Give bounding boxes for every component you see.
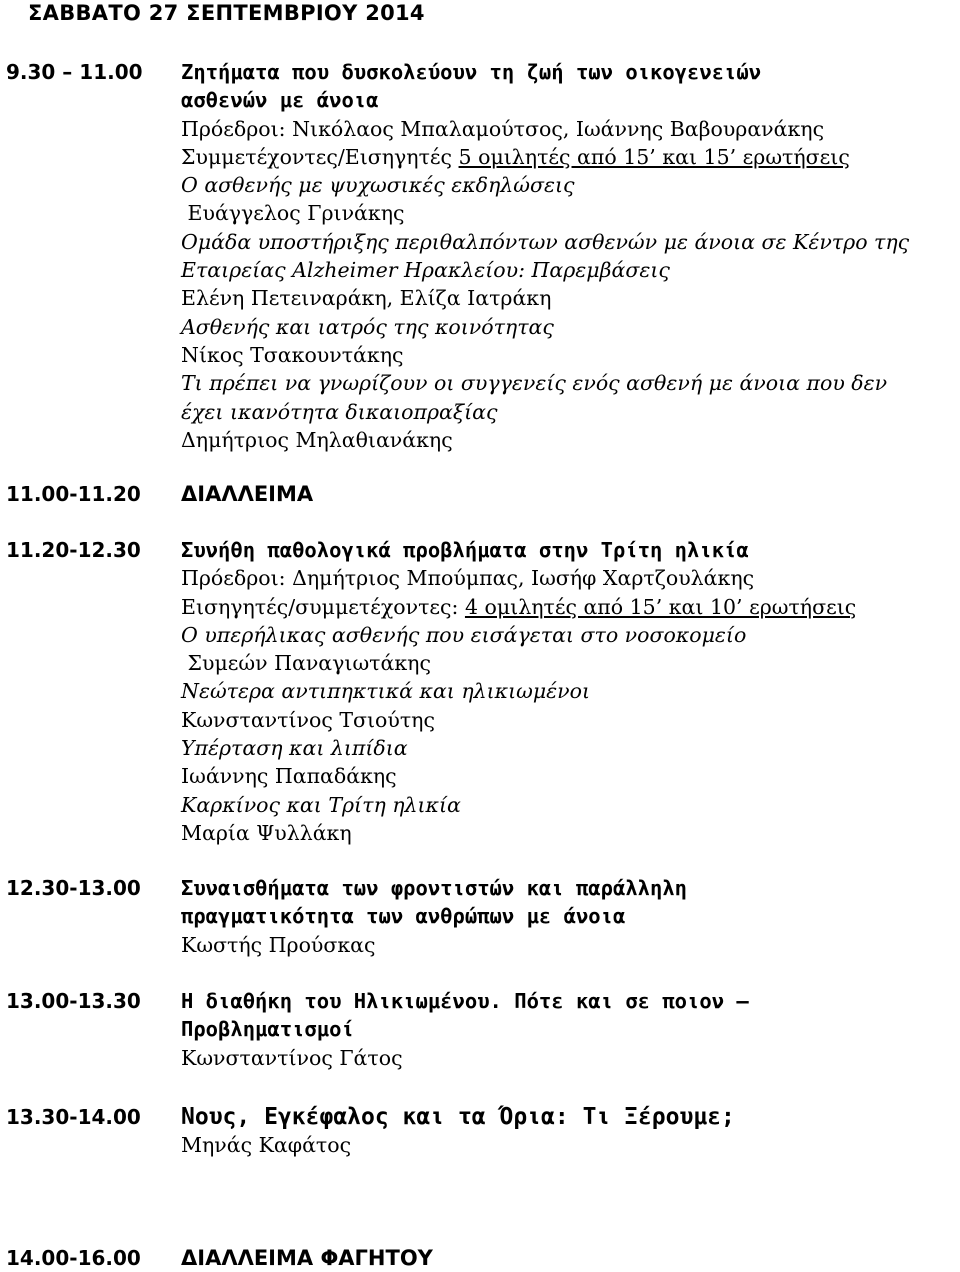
session-time: 11.00-11.20 (6, 482, 141, 506)
talk-speaker: Κωστής Προύσκας (181, 932, 376, 957)
talk-speaker: Μαρία Ψυλλάκη (181, 820, 352, 845)
talk-title: Εταιρείας Alzheimer Ηρακλείου: Παρεμβάσεις (181, 258, 670, 283)
break-title: ΔΙΑΛΛΕΙΜΑ (181, 482, 314, 506)
session-title: Συνήθη παθολογικά προβλήματα στην Τρίτη ηλικία (181, 538, 749, 562)
session-title: Η διαθήκη του Ηλικιωμένου. Πότε και σε ποιον – (181, 989, 749, 1013)
break-title: ΔΙΑΛΛΕΙΜΑ ΦΑΓΗΤΟΥ (181, 1246, 433, 1270)
session-content (181, 480, 960, 508)
participants-format: 5 ομιλητές από 15’ και 15’ ερωτήσεις (458, 144, 850, 169)
session-chairs: Πρόεδροι: Δημήτριος Μπούμπας, Ιωσήφ Χαρτζουλάκης (181, 566, 755, 591)
talk-title: Τι πρέπει να γνωρίζουν οι συγγενείς ενός ασθενή με άνοια που δεν (181, 371, 888, 396)
speaker-name: Ευάγγελος Γρινάκης (187, 201, 405, 226)
talk-title: Ασθενής και ιατρός της κοινότητας (181, 314, 554, 339)
talk-speaker: Δημήτριος Μηλαθιανάκης (181, 427, 453, 452)
session-title: Ζητήματα που δυσκολεύουν τη ζωή των οικογενειών (181, 60, 762, 84)
talk-title: Υπέρταση και λιπίδια (181, 736, 408, 761)
page-date-heading: ΣΑΒΒΑΤΟ 27 ΣΕΠΤΕΜΒΡΙΟΥ 2014 (28, 1, 425, 25)
talk-speaker: Κωνσταντίνος Τσιούτης (181, 707, 435, 732)
session-title: ασθενών με άνοια (181, 88, 379, 113)
talk-speaker (181, 649, 960, 677)
talk-speaker (181, 199, 960, 227)
session-title: Νους, Εγκέφαλος και τα Όρια: Τι Ξέρουμε; (181, 1104, 735, 1130)
talk-speaker: Νίκος Τσακουντάκης (181, 342, 404, 367)
talk-title: Ο ασθενής με ψυχωσικές εκδηλώσεις (181, 173, 575, 198)
session-content (181, 1103, 960, 1160)
session-chairs: Πρόεδροι: Νικόλαος Μπαλαμούτσος, Ιωάννης Βαβουρανάκης (181, 116, 825, 141)
session-time: 13.30-14.00 (6, 1105, 141, 1129)
talk-title: Νεώτερα αντιπηκτικά και ηλικιωμένοι (181, 679, 590, 704)
participants-format: 4 ομιλητές από 15’ και 10’ ερωτήσεις (464, 594, 857, 619)
session-title: Συναισθήματα των φροντιστών και παράλληλη (181, 876, 688, 900)
session-time: 9.30 – 11.00 (6, 60, 143, 84)
speaker-name: Συμεών Παναγιωτάκης (187, 651, 431, 676)
talk-title: Ομάδα υποστήριξης περιθαλπόντων ασθενών με άνοια σε Κέντρο της (181, 229, 910, 254)
talk-speaker: Ελένη Πετειναράκη, Ελίζα Ιατράκη (181, 286, 552, 311)
session-content (181, 536, 960, 847)
session-participants (181, 143, 960, 171)
session-time: 11.20-12.30 (6, 538, 141, 562)
participants-label: Εισηγητές/συμμετέχοντες: (181, 594, 459, 619)
session-time: 12.30-13.00 (6, 876, 141, 900)
talk-title: Καρκίνος και Τρίτη ηλικία (181, 792, 461, 817)
session-time: 13.00-13.30 (6, 989, 141, 1013)
session-participants (181, 593, 960, 621)
session-title: πραγματικότητα των ανθρώπων με άνοια (181, 904, 626, 929)
talk-title: έχει ικανότητα δικαιοπραξίας (181, 399, 498, 424)
talk-speaker: Ιωάννης Παπαδάκης (181, 764, 397, 789)
session-content (181, 874, 960, 959)
talk-title: Ο υπερήλικας ασθενής που εισάγεται στο νοσοκομείο (181, 622, 747, 647)
session-title: Προβληματισμοί (181, 1017, 354, 1042)
talk-speaker: Κωνσταντίνος Γάτος (181, 1045, 403, 1070)
session-time: 14.00-16.00 (6, 1246, 141, 1270)
session-content (181, 987, 960, 1072)
participants-label: Συμμετέχοντες/Εισηγητές (181, 144, 453, 169)
talk-speaker: Μηνάς Καφάτος (181, 1133, 352, 1158)
session-content (181, 58, 960, 454)
